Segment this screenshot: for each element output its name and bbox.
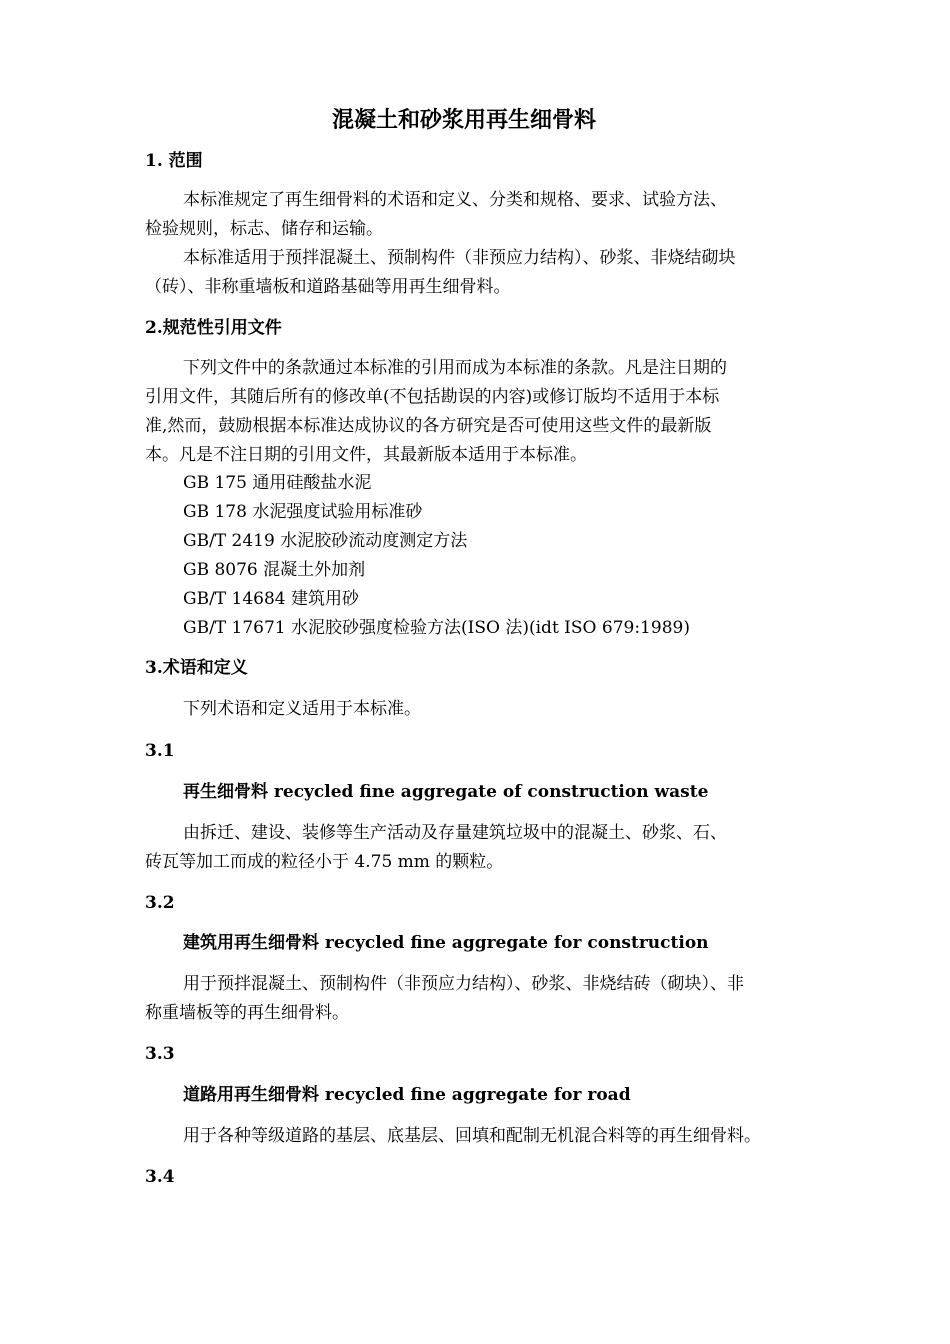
section-2-heading: 2.规范性引用文件 — [145, 318, 282, 338]
reference-item: GB 175 通用硅酸盐水泥 — [183, 473, 372, 493]
paragraph-line: 本。凡是不注日期的引用文件，其最新版本适用于本标准。 — [145, 445, 587, 465]
definition-line: 砖瓦等加工而成的粒径小于 4.75 mm 的颗粒。 — [145, 852, 504, 872]
section-1-heading: 1. 范围 — [145, 151, 203, 171]
term-title: 道路用再生细骨料 recycled fine aggregate for road — [183, 1085, 631, 1105]
paragraph-line: 检验规则，标志、储存和运输。 — [145, 219, 383, 239]
reference-item: GB/T 2419 水泥胶砂流动度测定方法 — [183, 531, 468, 551]
definition-line: 用于预拌混凝土、预制构件（非预应力结构）、砂浆、非烧结砖（砌块）、非 — [183, 974, 744, 994]
paragraph-line: （砖）、非称重墙板和道路基础等用再生细骨料。 — [145, 277, 511, 297]
term-number: 3.4 — [145, 1167, 175, 1187]
reference-item: GB/T 14684 建筑用砂 — [183, 589, 360, 609]
paragraph-line: 准,然而，鼓励根据本标准达成协议的各方研究是否可使用这些文件的最新版 — [145, 416, 712, 436]
paragraph-line: 本标准规定了再生细骨料的术语和定义、分类和规格、要求、试验方法、 — [183, 190, 727, 210]
paragraph-line: 下列术语和定义适用于本标准。 — [183, 699, 421, 719]
paragraph-line: 下列文件中的条款通过本标准的引用而成为本标准的条款。凡是注日期的 — [183, 358, 727, 378]
definition-line: 由拆迁、建设、装修等生产活动及存量建筑垃圾中的混凝土、砂浆、石、 — [183, 823, 727, 843]
reference-item: GB 178 水泥强度试验用标准砂 — [183, 502, 423, 522]
term-number: 3.3 — [145, 1044, 175, 1064]
term-title: 建筑用再生细骨料 recycled fine aggregate for construction — [183, 933, 709, 953]
definition-line: 用于各种等级道路的基层、底基层、回填和配制无机混合料等的再生细骨料。 — [183, 1126, 761, 1146]
paragraph-line: 本标准适用于预拌混凝土、预制构件（非预应力结构）、砂浆、非烧结砌块 — [183, 248, 736, 268]
reference-item: GB 8076 混凝土外加剂 — [183, 560, 366, 580]
term-title: 再生细骨料 recycled fine aggregate of construction waste — [183, 782, 709, 802]
reference-item: GB/T 17671 水泥胶砂强度检验方法(ISO 法)(idt ISO 679:1989) — [183, 618, 690, 638]
definition-line: 称重墙板等的再生细骨料。 — [145, 1003, 349, 1023]
term-number: 3.1 — [145, 741, 175, 761]
section-3-heading: 3.术语和定义 — [145, 658, 248, 678]
document-title: 混凝土和砂浆用再生细骨料 — [332, 107, 597, 133]
paragraph-line: 引用文件，其随后所有的修改单(不包括勘误的内容)或修订版均不适用于本标 — [145, 387, 720, 407]
term-number: 3.2 — [145, 893, 175, 913]
